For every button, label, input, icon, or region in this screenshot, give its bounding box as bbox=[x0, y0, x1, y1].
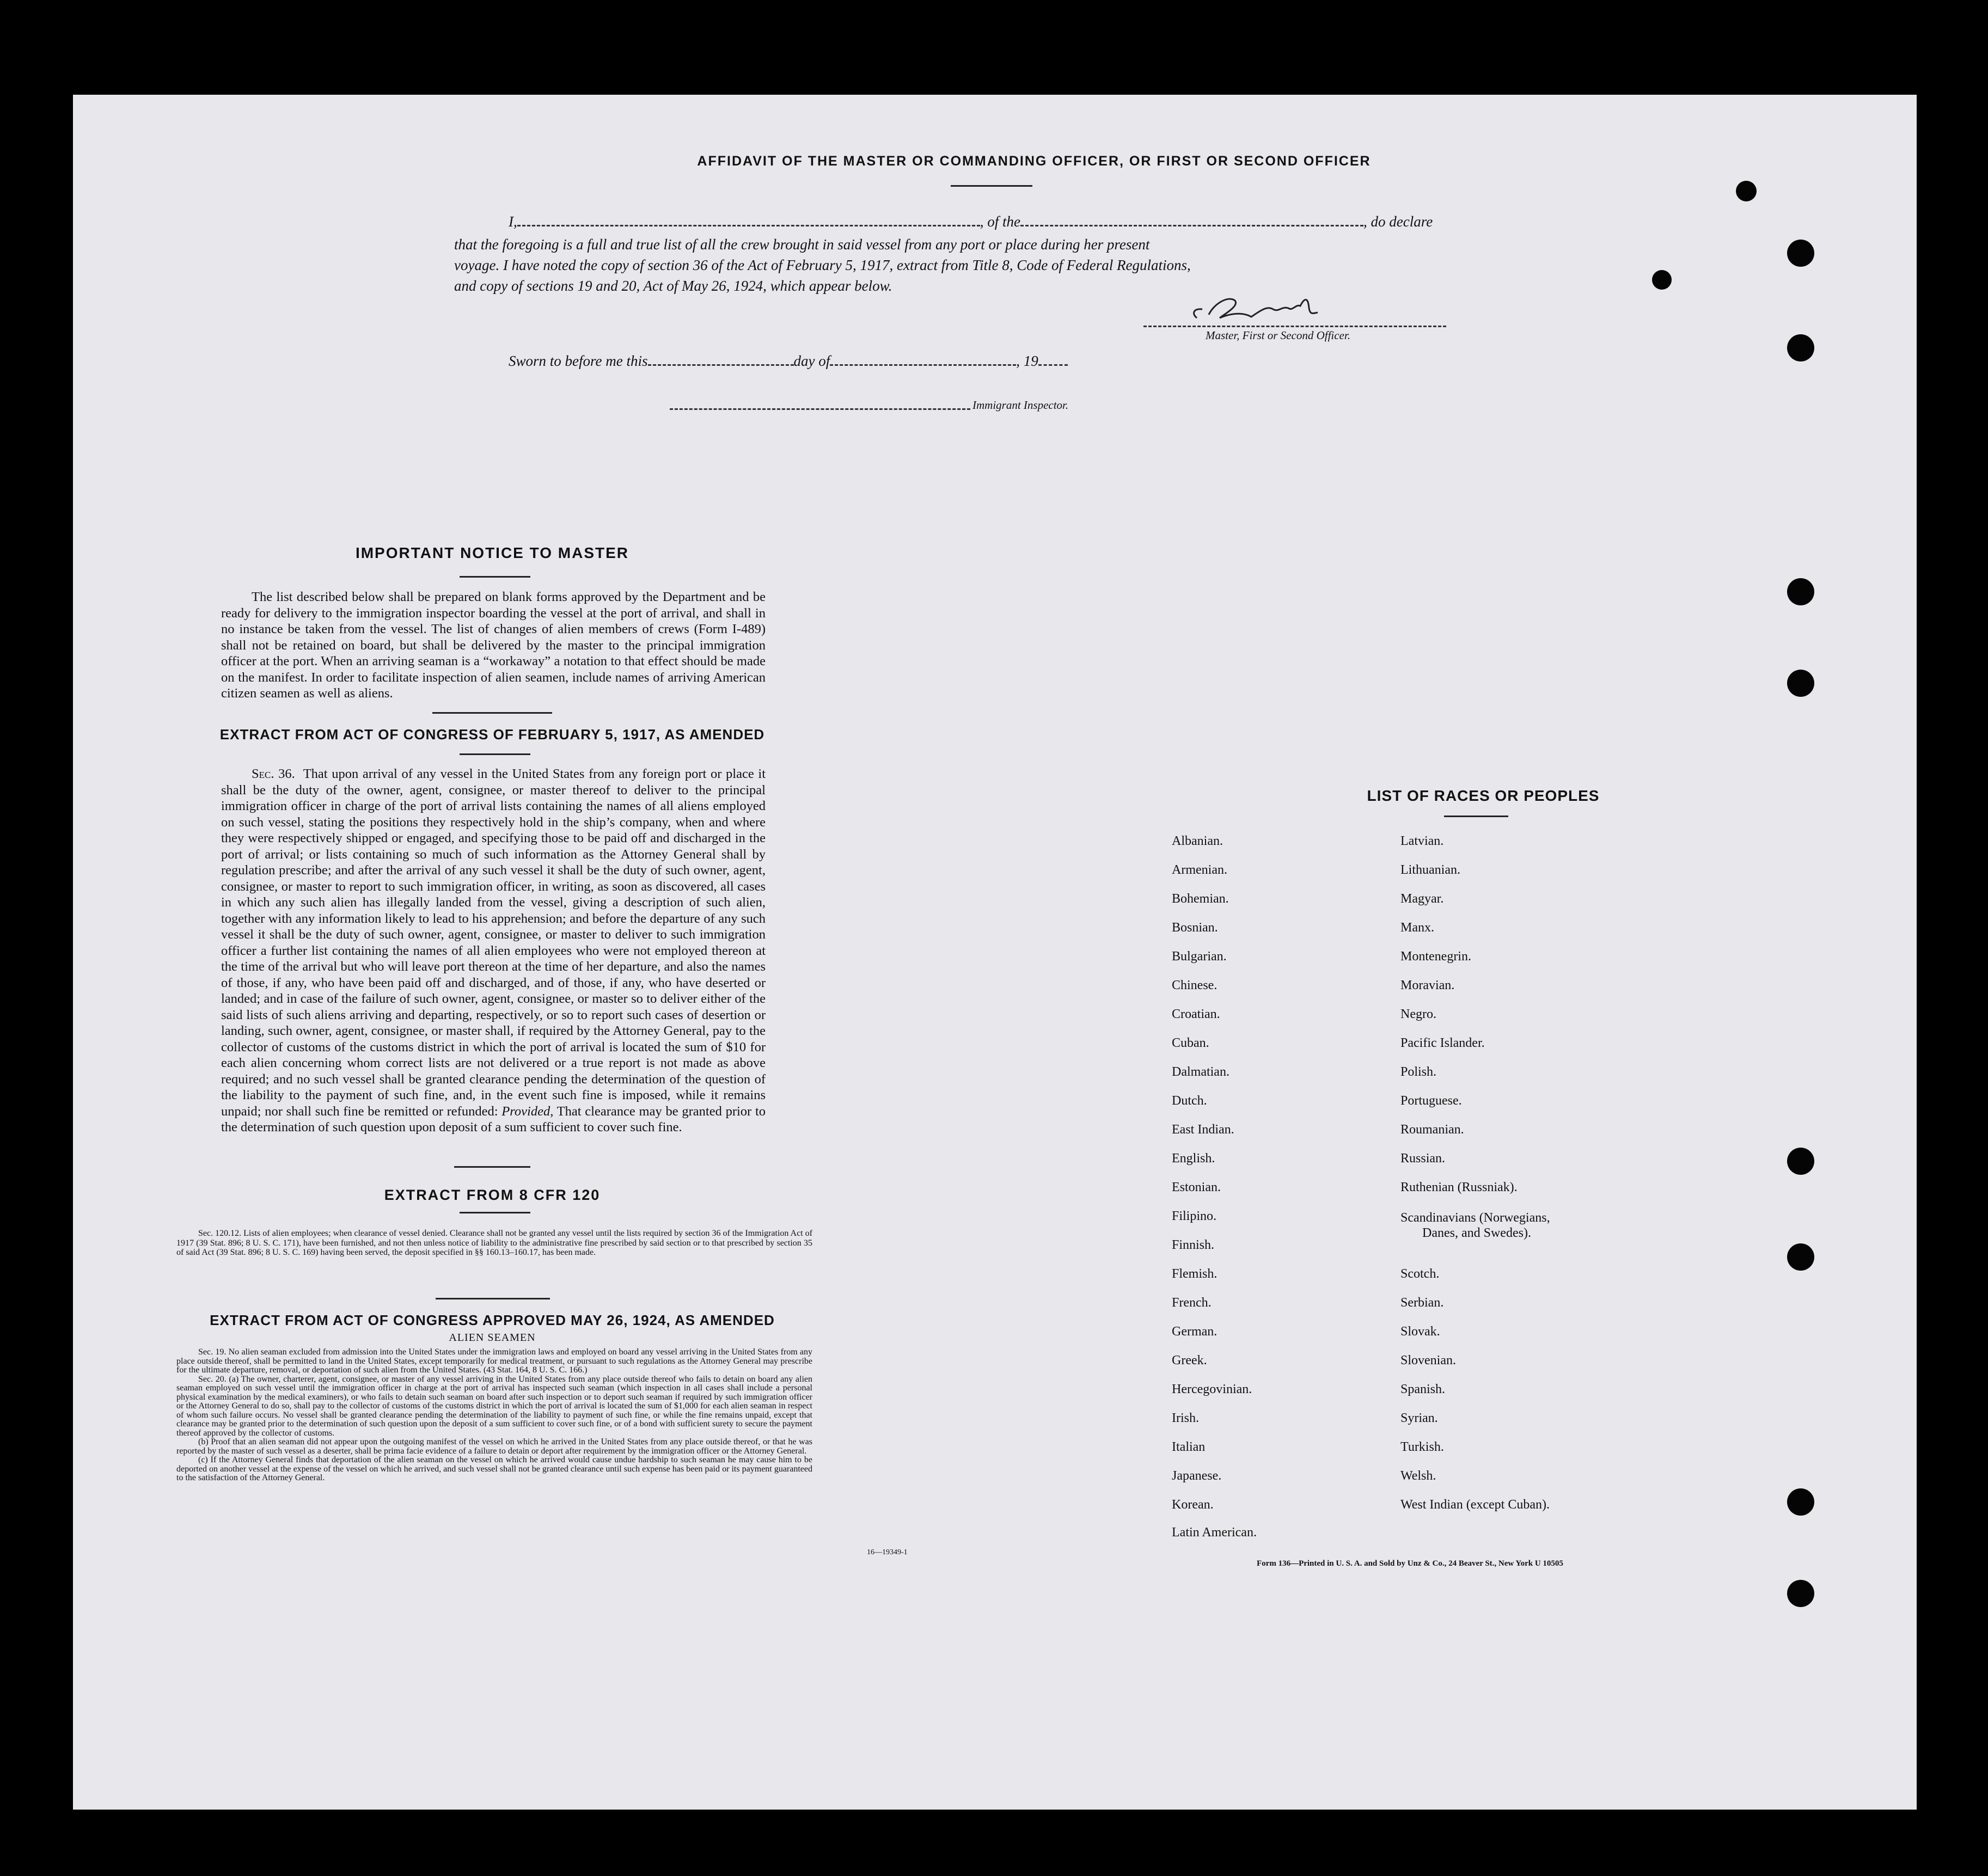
race-item: Russian. bbox=[1400, 1151, 1446, 1166]
race-item: Bulgarian. bbox=[1172, 949, 1227, 964]
punch-hole bbox=[1736, 181, 1757, 201]
race-item: Serbian. bbox=[1400, 1296, 1444, 1310]
punch-hole bbox=[1787, 578, 1814, 605]
race-item: Welsh. bbox=[1400, 1469, 1436, 1483]
extract-1924-subtitle: ALIEN SEAMEN bbox=[449, 1332, 536, 1344]
day-blank[interactable] bbox=[648, 363, 794, 366]
month-blank[interactable] bbox=[830, 363, 1016, 366]
race-item: Chinese. bbox=[1172, 978, 1218, 992]
divider bbox=[460, 1212, 530, 1213]
race-item: Scotch. bbox=[1400, 1267, 1440, 1281]
divider bbox=[1444, 816, 1508, 817]
punch-hole bbox=[1652, 270, 1672, 290]
race-item: Slovak. bbox=[1400, 1325, 1440, 1339]
race-item: German. bbox=[1172, 1325, 1218, 1339]
race-item: Roumanian. bbox=[1400, 1123, 1464, 1137]
sec-20b-paragraph: (b) Proof that an alien seaman did not appear upon the outgoing manifest of the vessel on which he arrived in the United States from any place outside thereof, or that he was reported by the master of such vessel as a deserter, shall be prima facie evidence of a failure to detain or deport after requirement by the immigration officer or the Attorney General. bbox=[176, 1437, 812, 1456]
race-item: French. bbox=[1172, 1296, 1212, 1310]
races-title: LIST OF RACES OR PEOPLES bbox=[1367, 787, 1600, 804]
of-the-label: , of the bbox=[980, 213, 1020, 230]
race-item: Turkish. bbox=[1400, 1440, 1444, 1454]
affidavit-line-3: and copy of sections 19 and 20, Act of May 26, 1924, which appear below. bbox=[454, 278, 892, 294]
officer-signature bbox=[1175, 290, 1328, 328]
race-item: Irish. bbox=[1172, 1411, 1199, 1425]
race-item: Montenegrin. bbox=[1400, 949, 1471, 964]
divider bbox=[460, 576, 530, 578]
race-item: Lithuanian. bbox=[1400, 863, 1460, 877]
inspector-caption: Immigrant Inspector. bbox=[972, 399, 1069, 412]
vessel-blank[interactable] bbox=[1020, 224, 1363, 226]
sworn-line bbox=[509, 353, 1068, 370]
sworn-label: Sworn to before me this bbox=[509, 353, 648, 369]
name-blank[interactable] bbox=[517, 224, 980, 226]
extract-1924-title: EXTRACT FROM ACT OF CONGRESS APPROVED MAY 26, 1924, AS AMENDED bbox=[210, 1312, 775, 1328]
extract-1917-title: EXTRACT FROM ACT OF CONGRESS OF FEBRUARY 5, 1917, AS AMENDED bbox=[219, 726, 765, 743]
inspector-line bbox=[670, 408, 970, 410]
punch-hole bbox=[1787, 334, 1814, 361]
race-item: Italian bbox=[1172, 1440, 1206, 1454]
signature-caption: Master, First or Second Officer. bbox=[1206, 329, 1350, 342]
race-item: Hercegovinian. bbox=[1172, 1382, 1252, 1396]
sec-20a-paragraph: Sec. 20. (a) The owner, charterer, agent, consignee, or master of any vessel arriving in the United States from any place outside thereof who fails to detain on board any alien seaman employed on such vessel until the immigration officer in charge at the port of arrival has inspected such seaman (which inspection in all cases shall include a personal physical examination by the medical examiners), or who fails to detain such seaman on board after such inspection or to deport such seaman if required by such immigration officer or the Attorney General to do so, shall pay to the collector of customs of the customs district in which the port of arrival is located the sum of $1,000 for each alien seaman in respect of whom such failure occurs. No vessel shall be granted clearance pending the determination of the liability to payment of such fine, or while the fine remains unpaid, except that clearance may be granted prior to the determination of such question upon the deposit of a sum sufficient to cover such fine, or of a bond with sufficient surety to secure the payment thereof approved by the collector of customs. bbox=[176, 1374, 812, 1438]
affidavit-title: AFFIDAVIT OF THE MASTER OR COMMANDING OFFICER, OR FIRST OR SECOND OFFICER bbox=[697, 154, 1371, 169]
affidavit-text bbox=[454, 234, 1521, 296]
race-item: Armenian. bbox=[1172, 863, 1227, 877]
race-item: Scandinavians (Norwegians, bbox=[1400, 1211, 1550, 1225]
race-item: Korean. bbox=[1172, 1498, 1214, 1512]
race-item: West Indian (except Cuban). bbox=[1400, 1498, 1550, 1512]
cfr-title: EXTRACT FROM 8 CFR 120 bbox=[384, 1187, 601, 1203]
punch-hole bbox=[1787, 240, 1814, 267]
race-item: Ruthenian (Russniak). bbox=[1400, 1180, 1518, 1194]
day-of-label: day of bbox=[793, 353, 830, 369]
sec-36-label: Sec. 36. bbox=[252, 767, 295, 781]
race-item: Japanese. bbox=[1172, 1469, 1222, 1483]
race-item: Magyar. bbox=[1400, 892, 1444, 906]
declaration-line bbox=[509, 213, 1433, 230]
divider bbox=[951, 185, 1032, 187]
i-label: I, bbox=[509, 213, 517, 230]
cfr-paragraph: Sec. 120.12. Lists of alien employees; when clearance of vessel denied. Clearance shall not be granted any vessel until the lists required by section 36 of the Immigration Act of 1917 (39 Stat. 896; 8 U. S. C. 171), have been furnished, and not then unless notice of liability to the administrative fine prescribed by said section or to that prescribed by section 35 of said Act (39 Stat. 896; 8 U. S. C. 169) having been served, the deposit specified in §§ 160.13–160.17, has been made. bbox=[176, 1229, 812, 1257]
extract-1924-text bbox=[176, 1348, 812, 1483]
race-item: Negro. bbox=[1400, 1007, 1436, 1021]
punch-hole bbox=[1787, 1243, 1814, 1271]
punch-hole bbox=[1787, 670, 1814, 697]
year-label: , 19 bbox=[1016, 353, 1038, 369]
race-item: Latvian. bbox=[1400, 834, 1444, 848]
race-item: East Indian. bbox=[1172, 1123, 1234, 1137]
punch-hole bbox=[1787, 1148, 1814, 1175]
do-declare-label: , do declare bbox=[1363, 213, 1433, 230]
race-item: English. bbox=[1172, 1151, 1215, 1166]
race-item: Moravian. bbox=[1400, 978, 1455, 992]
cfr-text bbox=[176, 1229, 812, 1258]
race-item: Bosnian. bbox=[1172, 921, 1218, 935]
race-item: Dalmatian. bbox=[1172, 1065, 1229, 1079]
form-footer: Form 136—Printed in U. S. A. and Sold by Unz & Co., 24 Beaver St., New York U 10505 bbox=[1257, 1559, 1563, 1568]
sec-36-paragraph bbox=[221, 766, 766, 1136]
race-item: Greek. bbox=[1172, 1353, 1207, 1368]
notice-text bbox=[221, 589, 766, 702]
race-item: Syrian. bbox=[1400, 1411, 1438, 1425]
notice-title: IMPORTANT NOTICE TO MASTER bbox=[355, 544, 629, 561]
divider bbox=[460, 753, 530, 755]
race-item: Bohemian. bbox=[1172, 892, 1229, 906]
divider bbox=[454, 1166, 530, 1168]
race-item: Slovenian. bbox=[1400, 1353, 1456, 1368]
race-item: Albanian. bbox=[1172, 834, 1223, 848]
race-item: Dutch. bbox=[1172, 1094, 1207, 1108]
notice-paragraph: The list described below shall be prepared on blank forms approved by the Department and be ready for delivery to the immigration inspector boarding the vessel at the port of arrival, and shall in no instance be taken from the vessel. The list of changes of alien members of crews (Form I-489) shall not be retained on board, but shall be delivered by the master to the principal immigration officer at the port. When an arriving seaman is a “workaway” a notation to that effect should be made on the manifest. In order to facilitate inspection of alien seamen, include names of arriving American citizen seamen as well as aliens. bbox=[221, 590, 766, 701]
race-item: Estonian. bbox=[1172, 1180, 1221, 1194]
affidavit-line-1: that the foregoing is a full and true list of all the crew brought in said vessel from any port or place during her present bbox=[454, 236, 1150, 253]
signature-line bbox=[1143, 326, 1446, 327]
race-item: Latin American. bbox=[1172, 1525, 1257, 1540]
affidavit-line-2: voyage. I have noted the copy of section 36 of the Act of February 5, 1917, extract from Title 8, Code of Federal Regulations, bbox=[454, 257, 1191, 273]
divider bbox=[436, 1298, 550, 1299]
race-item: Filipino. bbox=[1172, 1209, 1217, 1223]
sec-36-text-b: That clearance may be granted prior to the determination of such question upon deposit of a sum sufficient to cover such fine. bbox=[221, 1103, 766, 1135]
sec-19-paragraph: Sec. 19. No alien seaman excluded from admission into the United States under the immigration laws and employed on board any vessel arriving in the United States from any place outside thereof, shall be permitted to land in the United States, except temporarily for medical treatment, or pursuant to such regulations as the Attorney General may prescribe for the ultimate departure, removal, or deportation of such alien from the United States. (43 Stat. 164, 8 U. S. C. 166.) bbox=[176, 1347, 812, 1375]
race-item: Flemish. bbox=[1172, 1267, 1218, 1281]
race-item: Pacific Islander. bbox=[1400, 1036, 1485, 1050]
race-item: Finnish. bbox=[1172, 1238, 1215, 1252]
divider bbox=[432, 712, 552, 714]
form-code: 16—19349-1 bbox=[867, 1548, 908, 1556]
race-item: Danes, and Swedes). bbox=[1422, 1226, 1531, 1240]
race-item: Spanish. bbox=[1400, 1382, 1446, 1396]
year-blank[interactable] bbox=[1038, 363, 1068, 366]
race-item: Polish. bbox=[1400, 1065, 1437, 1079]
race-item: Cuban. bbox=[1172, 1036, 1209, 1050]
form-page bbox=[73, 95, 1917, 1810]
provided-label: Provided, bbox=[501, 1103, 554, 1119]
race-item: Manx. bbox=[1400, 921, 1434, 935]
sec-36-text-a: That upon arrival of any vessel in the United States from any foreign port or place it shall be the duty of the owner, agent, consignee, or master thereof to deliver to the principal immigration officer in charge of the port of arrival lists containing the names of all aliens employed on such vessel, stating the positions they respectively hold in the ship’s company, when and where they were respectively shipped or engaged, and specifying those to be paid off and discharged in the port of arrival; or lists containing so much of such information as the Attorney General shall by regulation prescribe; and after the arrival of any such vessel it shall be the duty of such owner, agent, consignee, or master to report to such immigration officer, in writing, as soon as discovered, all cases in which any such alien has illegally landed from the vessel, giving a description of such alien, together with any information likely to lead to his apprehension; and before the departure of any such vessel it shall be the duty of such owner, agent, consignee, or master to deliver to such immigration officer a further list containing the names of all alien employees who were not employed thereon at the time of the arrival but who will leave port thereon at the time of her departure, and also the names of those, if any, who have been paid off and discharged, and of those, if any, who have deserted or landed; and in case of the failure of such owner, agent, consignee, or master so to deliver either of the said lists of such aliens arriving and departing, respectively, or so to report such cases of desertion or landing, such owner, agent, consignee, or master shall, if required by the Attorney General, pay to the collector of customs of the customs district in which the port of arrival is located the sum of $10 for each alien concerning whom correct lists are not delivered or a true report is not made as above required; and no such vessel shall be granted clearance pending the determination of the question of the liability to the payment of such fine, and, in the event such fine is imposed, while it remains unpaid; nor shall such fine be remitted or refunded: bbox=[221, 767, 766, 1119]
punch-hole bbox=[1787, 1488, 1814, 1516]
sec-20c-paragraph: (c) If the Attorney General finds that deportation of the alien seaman on the vessel on which he arrived would cause undue hardship to such seaman he may cause him to be deported on another vessel at the expense of the vessel on which he arrived, and such vessel shall not be granted clearance until such expense has been paid or its payment guaranteed to the satisfaction of the Attorney General. bbox=[176, 1455, 812, 1482]
punch-hole bbox=[1787, 1580, 1814, 1607]
race-item: Croatian. bbox=[1172, 1007, 1220, 1021]
extract-1917-text bbox=[221, 766, 766, 1136]
race-item: Portuguese. bbox=[1400, 1094, 1462, 1108]
